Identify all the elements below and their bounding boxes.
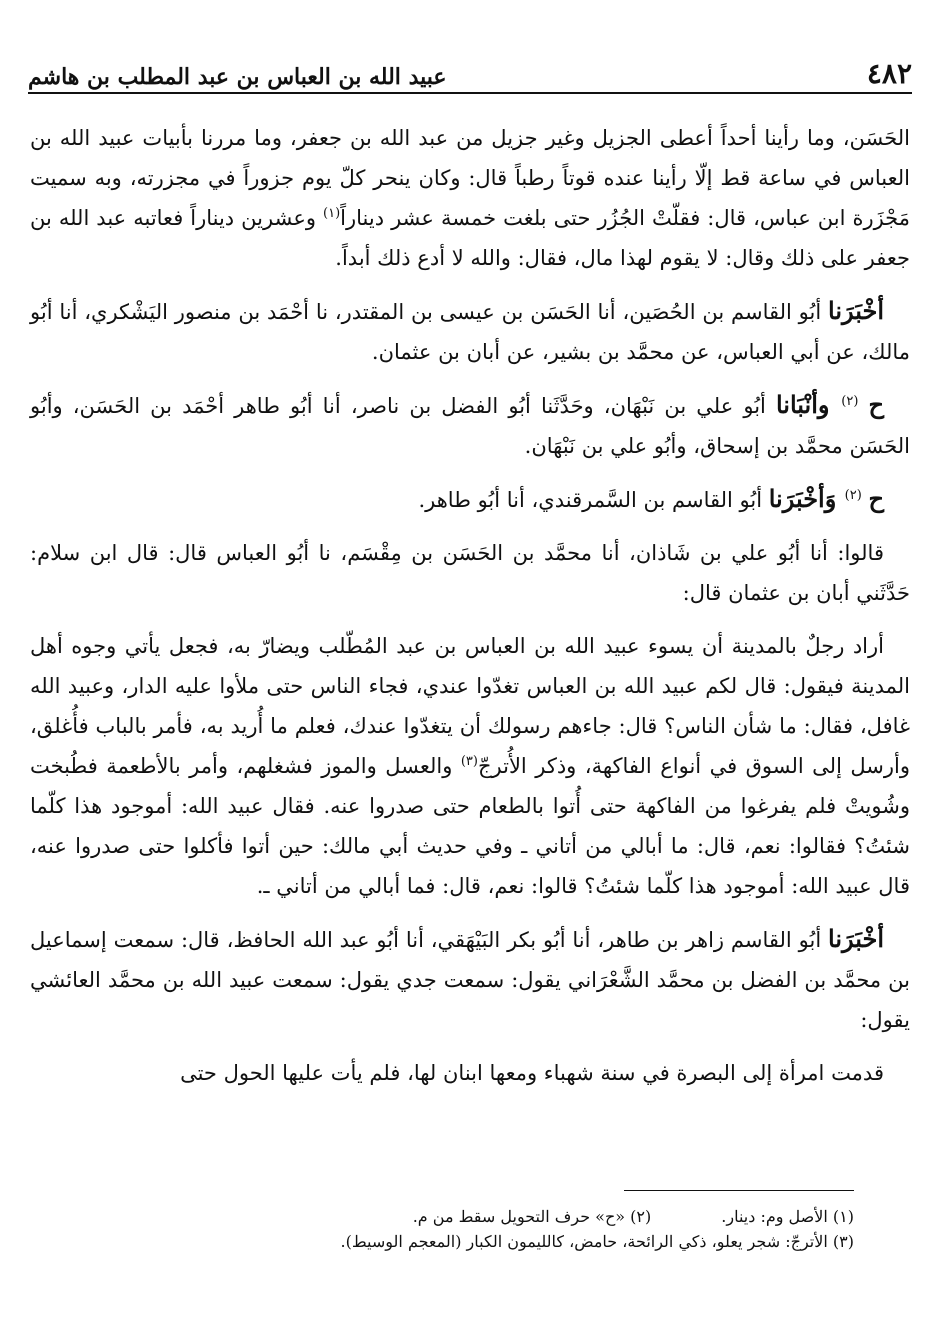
paragraph-text: قدمت امرأة إلى البصرة في سنة شهباء ومعها ابنان لها، فلم يأت عليها الحول حتى bbox=[180, 1061, 884, 1085]
footnote-marker: (٢) bbox=[844, 488, 862, 503]
footnote-marker: (٣) bbox=[460, 754, 478, 769]
paragraph-text: قالوا: أنا أبُو علي بن شَاذان، أنا محمَّد بن الحَسَن بن مِقْسَم، نا أبُو العباس قال: قال ابن سلام: حَدَّثَني أبان بن عثمان قال: bbox=[30, 541, 910, 605]
narration-keyword: أخْبَرَنا bbox=[828, 296, 884, 325]
narration-keyword: أخْبَرَنا bbox=[828, 924, 884, 953]
paragraph-2 bbox=[30, 291, 910, 372]
footnotes bbox=[60, 1204, 854, 1254]
paragraph-6 bbox=[30, 626, 910, 906]
tahwil-mark: ح bbox=[868, 484, 884, 513]
header-divider bbox=[28, 92, 912, 94]
paragraph-text: أبُو القاسم زاهر بن طاهر، أنا أبُو بكر البَيْهَقي، أنا أبُو عبد الله الحافظ، قال: سمعت إسماعيل بن محمَّد بن الفضل بن محمَّد الشَّعْرَاني يقول: سمعت جدي يقول: سمعت عبيد الله بن محمَّد العائشي يقول: bbox=[30, 928, 910, 1032]
main-text bbox=[30, 118, 910, 1093]
paragraph-1 bbox=[30, 118, 910, 278]
paragraph-text: والعسل والموز فشغلهم، وأمر بالأطعمة فطُبخت وشُويتْ فلم يفرغوا من الفاكهة حتى أُتوا بالطعام حتى صدروا عنه. فقال عبيد الله: أموجود هذا كلّما شئتُ؟ فقالوا: نعم، قال: ما أبالي من أتاني ـ وفي حديث أبي مالك: حين أتوا فأكلوا حتى صدروا عنه، قال عبيد الله: أموجود هذا كلّما شئتُ؟ قالوا: نعم، قال: فما أبالي من أتاني ـ. bbox=[30, 754, 910, 898]
paragraph-text: أبُو علي بن نَبْهَان، وحَدَّثَنا أبُو الفضل بن ناصر، أنا أبُو طاهر أحْمَد بن الحَسَن، وأبُو الحَسَن محمَّد بن إسحاق، وأبُو علي بن نَبْهَان. bbox=[30, 394, 910, 458]
footnote-row bbox=[60, 1229, 854, 1254]
paragraph-text: أراد رجلٌ بالمدينة أن يسوء عبيد الله بن العباس بن عبد المُطّلب ويضارّ به، فجعل يأتي وجوه أهل المدينة فيقول: قال لكم عبيد الله بن العباس تغدّوا عندي، فجاء الناس حتى ملأوا عليه الدار، وعبيد الله غافل، فقال: ما شأن الناس؟ قال: جاءهم رسولك أن يتغدّوا عندك، فعلم ما أُريد به، فأمر بالباب فأُغلق، وأرسل إلى السوق في أنواع الفاكهة، وذكر الأُترجّ bbox=[30, 634, 911, 778]
footnote-3: (٣) الأترجّ: شجر يعلو، ذكي الرائحة، حامض، كالليمون الكبار (المعجم الوسيط). bbox=[340, 1232, 854, 1251]
paragraph-text: أبُو القاسم بن الحُصَين، أنا الحَسَن بن عيسى بن المقتدر، نا أحْمَد بن منصور اليَشْكري، أنا أبُو مالك، عن أبي العباس، عن محمَّد بن بشير، عن أبان بن عثمان. bbox=[30, 300, 910, 364]
paragraph-4 bbox=[30, 479, 910, 520]
paragraph-8 bbox=[30, 1053, 910, 1093]
narration-keyword: وأنْبَانا bbox=[775, 390, 842, 419]
footnote-1: (١) الأصل وم: دينار. bbox=[721, 1207, 854, 1226]
page-header bbox=[28, 46, 912, 90]
page-number: ٤٨٢ bbox=[866, 57, 912, 90]
paragraph-text: وعشرين ديناراً فعاتبه عبد الله بن جعفر على ذلك وقال: لا يقوم لهذا مال، فقال: والله لا أدع ذلك أبداً. bbox=[30, 206, 910, 270]
paragraph-7 bbox=[30, 919, 910, 1040]
footnote-2: (٢) «ح» حرف التحويل سقط من م. bbox=[412, 1207, 652, 1226]
footnote-marker: (٢) bbox=[841, 394, 859, 409]
paragraph-text: أبُو القاسم بن السَّمرقندي، أنا أبُو طاهر. bbox=[418, 488, 769, 512]
footnote-row bbox=[60, 1204, 854, 1229]
footnote-divider bbox=[624, 1190, 854, 1191]
running-title: عبيد الله بن العباس بن عبد المطلب بن هاشم bbox=[28, 64, 447, 90]
paragraph-text: الحَسَن، وما رأينا أحداً أعطى الجزيل وغير جزيل من عبد الله بن جعفر، وما مررنا بأبيات عبيد الله بن العباس في ساعة قط إلّا رأينا عنده قوتاً رطباً قال: وكان ينحر كلّ يوم جزوراً في مجزرته، وبه سميت مَجْزَرة ابن عباس، قال: فقلّتْ الجُزُر حتى بلغت خمسة عشر ديناراً bbox=[30, 126, 910, 230]
footnote-marker: (١) bbox=[323, 206, 341, 221]
paragraph-5 bbox=[30, 533, 910, 613]
tahwil-mark: ح bbox=[868, 390, 884, 419]
narration-keyword: وَأخْبَرَنا bbox=[768, 484, 845, 513]
paragraph-3 bbox=[30, 385, 910, 466]
